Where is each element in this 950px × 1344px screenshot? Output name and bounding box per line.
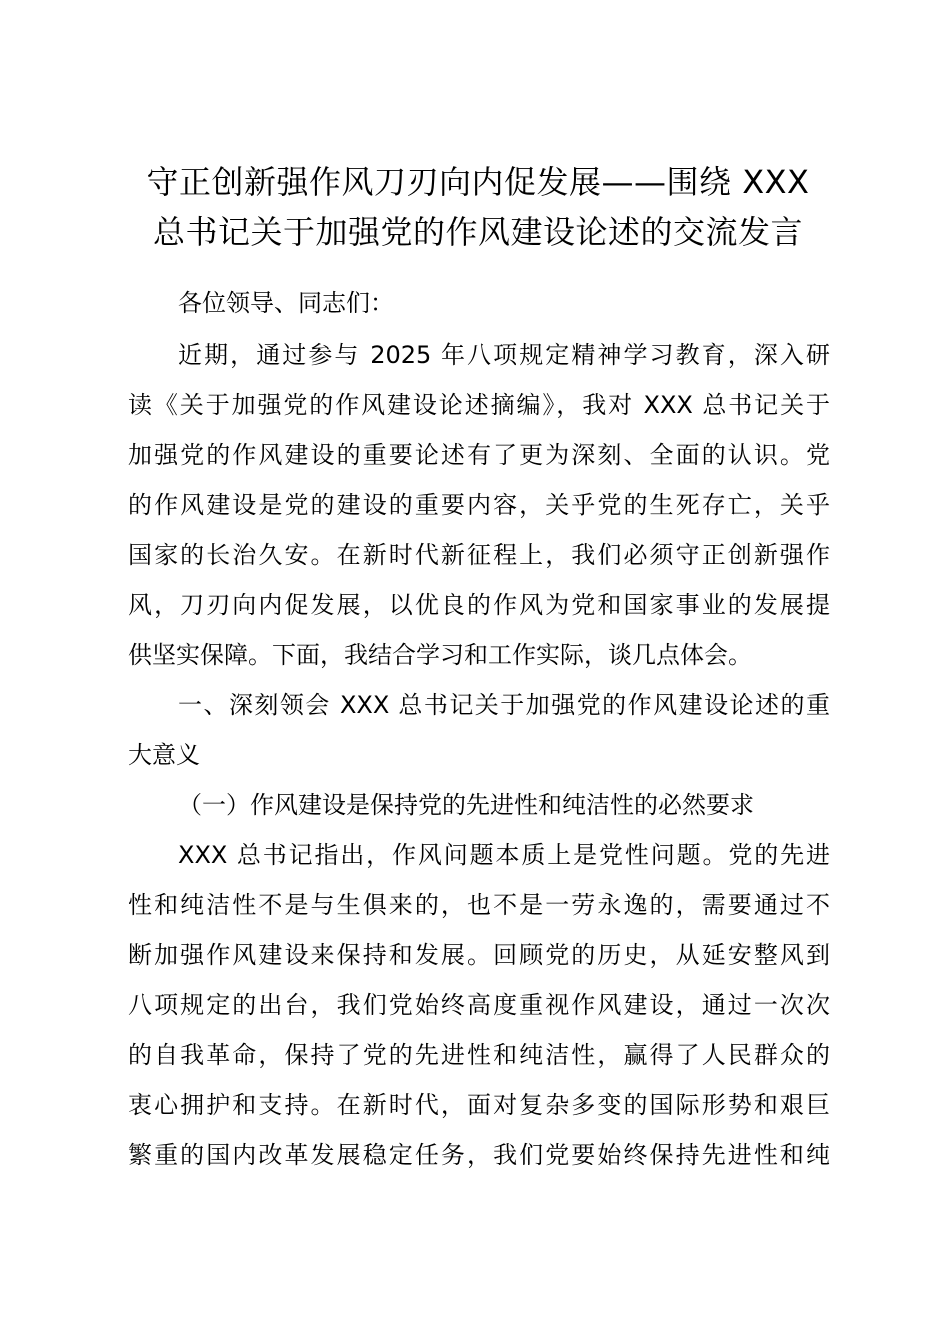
document-title-line-1: 守正创新强作风刀刃向内促发展——围绕 XXX [146,163,810,201]
intro-line: 的作风建设是党的建设的重要内容，关乎党的生死存亡，关乎 [128,491,830,519]
salutation: 各位领导、同志们： [178,289,394,317]
intro-line: 加强党的作风建设的重要论述有了更为深刻、全面的认识。党 [128,441,830,469]
intro-line: 国家的长治久安。在新时代新征程上，我们必须守正创新强作 [128,541,830,569]
body-line: XXX 总书记指出，作风问题本质上是党性问题。党的先进 [178,841,830,869]
subsection-heading: （一）作风建设是保持党的先进性和纯洁性的必然要求 [178,791,754,819]
intro-line: 读《关于加强党的作风建设论述摘编》，我对 XXX 总书记关于 [128,391,830,419]
section-heading-line: 一、深刻领会 XXX 总书记关于加强党的作风建设论述的重 [178,691,830,719]
body-line: 繁重的国内改革发展稳定任务，我们党要始终保持先进性和纯 [128,1141,830,1169]
body-line: 衷心拥护和支持。在新时代，面对复杂多变的国际形势和艰巨 [128,1091,830,1119]
intro-line: 供坚实保障。下面，我结合学习和工作实际，谈几点体会。 [128,641,752,669]
document-title-line-2: 总书记关于加强党的作风建设论述的交流发言 [152,213,803,251]
body-line: 断加强作风建设来保持和发展。回顾党的历史，从延安整风到 [128,941,830,969]
body-line: 八项规定的出台，我们党始终高度重视作风建设，通过一次次 [128,991,830,1019]
section-heading-line: 大意义 [128,741,200,769]
intro-line: 风，刀刃向内促发展，以优良的作风为党和国家事业的发展提 [128,591,830,619]
intro-line: 近期，通过参与 2025 年八项规定精神学习教育，深入研 [178,341,830,369]
body-line: 的自我革命，保持了党的先进性和纯洁性，赢得了人民群众的 [128,1041,830,1069]
body-line: 性和纯洁性不是与生俱来的，也不是一劳永逸的，需要通过不 [128,891,830,919]
